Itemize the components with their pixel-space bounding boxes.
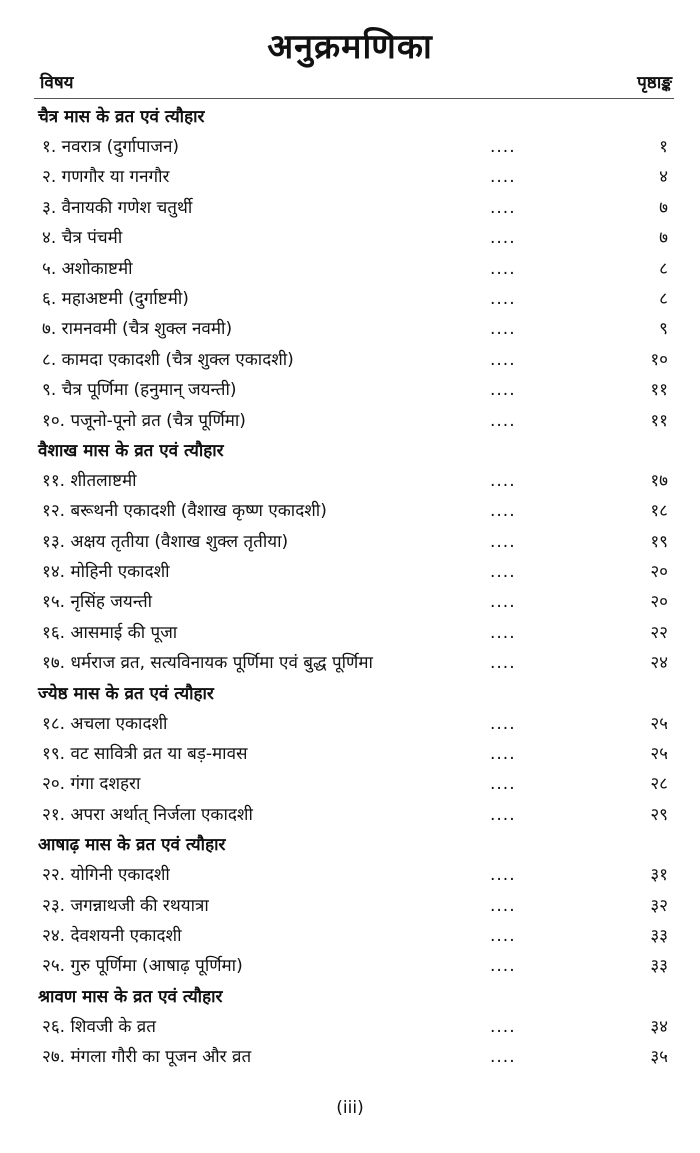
- entry-page-number: ३४: [650, 1016, 668, 1037]
- entry-leader-dots: ....: [490, 531, 516, 552]
- entry-title: २१. अपरा अर्थात् निर्जला एकादशी: [42, 804, 253, 825]
- entry-leader-dots: ....: [490, 622, 516, 643]
- toc-entry: [0, 557, 700, 587]
- entry-page-number: २८: [650, 774, 668, 795]
- entry-leader-dots: ....: [490, 319, 516, 340]
- toc-entry: [0, 132, 700, 162]
- entry-leader-dots: ....: [490, 258, 516, 279]
- entry-leader-dots: ....: [490, 956, 516, 977]
- entry-page-number: ३५: [650, 1047, 668, 1068]
- entry-title: ११. शीतलाष्टमी: [42, 470, 137, 491]
- entry-page-number: २४: [650, 653, 668, 674]
- entry-title: १२. बरूथनी एकादशी (वैशाख कृष्ण एकादशी): [42, 501, 327, 522]
- entry-page-number: ९: [659, 319, 668, 340]
- entry-page-number: २०: [650, 562, 668, 583]
- section-heading: श्रावण मास के व्रत एवं त्यौहार: [38, 986, 223, 1007]
- entry-page-number: ३३: [650, 956, 668, 977]
- section-heading: चैत्र मास के व्रत एवं त्यौहार: [38, 107, 205, 127]
- entry-leader-dots: ....: [490, 1016, 516, 1037]
- toc-entry: [0, 891, 700, 921]
- entry-title: ७. रामनवमी (चैत्र शुक्ल नवमी): [42, 319, 233, 340]
- entry-leader-dots: ....: [490, 410, 516, 431]
- toc-entry: [0, 314, 700, 344]
- toc-entry: [0, 375, 700, 405]
- entry-page-number: ४: [659, 167, 668, 188]
- toc-entry: [0, 345, 700, 375]
- section-heading: वैशाख मास के व्रत एवं त्यौहार: [38, 440, 224, 461]
- entry-title: १५. नृसिंह जयन्ती: [42, 592, 153, 613]
- entry-page-number: १: [659, 137, 668, 157]
- entry-leader-dots: ....: [490, 774, 516, 795]
- entry-page-number: १९: [650, 531, 668, 552]
- toc-entry: [0, 739, 700, 769]
- header-divider: [34, 98, 674, 99]
- entry-leader-dots: ....: [490, 592, 516, 613]
- entry-title: २६. शिवजी के व्रत: [42, 1016, 156, 1037]
- entry-leader-dots: ....: [490, 1047, 516, 1068]
- entry-leader-dots: ....: [490, 925, 516, 946]
- toc-entry: [0, 800, 700, 830]
- toc-entry: [0, 1042, 700, 1072]
- entry-page-number: २२: [650, 622, 668, 643]
- entry-page-number: ३२: [650, 895, 668, 916]
- entry-title: २४. देवशयनी एकादशी: [42, 925, 182, 946]
- subject-column-header: विषय: [40, 73, 74, 93]
- entry-title: २७. मंगला गौरी का पूजन और व्रत: [42, 1047, 252, 1068]
- table-of-contents: [0, 102, 700, 1073]
- entry-leader-dots: ....: [490, 470, 516, 491]
- toc-entry: [0, 466, 700, 496]
- section-heading: ज्येष्ठ मास के व्रत एवं त्यौहार: [38, 683, 214, 704]
- entry-title: १४. मोहिनी एकादशी: [42, 562, 170, 583]
- entry-title: १६. आसमाई की पूजा: [42, 622, 178, 643]
- toc-entry: [0, 284, 700, 314]
- toc-entry: [0, 496, 700, 526]
- toc-entry: [0, 193, 700, 223]
- entry-leader-dots: ....: [490, 197, 516, 218]
- toc-entry: [0, 223, 700, 253]
- entry-title: २०. गंगा दशहरा: [42, 774, 141, 795]
- entry-page-number: ११: [650, 380, 668, 401]
- entry-title: ६. महाअष्टमी (दुर्गाष्टमी): [42, 288, 189, 309]
- toc-entry: [0, 1012, 700, 1042]
- entry-leader-dots: ....: [490, 804, 516, 825]
- page-title: अनुक्रमणिका: [267, 27, 433, 67]
- entry-leader-dots: ....: [490, 895, 516, 916]
- entry-page-number: ७: [659, 197, 668, 218]
- entry-leader-dots: ....: [490, 744, 516, 765]
- entry-page-number: ७: [659, 228, 668, 249]
- toc-entry: [0, 921, 700, 951]
- entry-leader-dots: ....: [490, 713, 516, 734]
- entry-title: ५. अशोकाष्टमी: [42, 258, 133, 279]
- entry-title: २३. जगन्नाथजी की रथयात्रा: [42, 895, 209, 916]
- entry-title: २२. योगिनी एकादशी: [42, 865, 170, 886]
- entry-title: १. नवरात्र (दुर्गापाजन): [42, 137, 180, 157]
- toc-entry: [0, 860, 700, 890]
- entry-title: २. गणगौर या गनगौर: [42, 167, 170, 188]
- toc-entry: [0, 769, 700, 799]
- toc-entry: [0, 527, 700, 557]
- entry-page-number: २५: [650, 713, 668, 734]
- toc-entry: [0, 618, 700, 648]
- toc-entry: [0, 709, 700, 739]
- entry-leader-dots: ....: [490, 137, 516, 157]
- toc-entry: [0, 254, 700, 284]
- entry-page-number: १८: [650, 501, 668, 522]
- section-heading: आषाढ़ मास के व्रत एवं त्यौहार: [38, 835, 226, 856]
- entry-page-number: १७: [650, 470, 668, 491]
- entry-page-number: ८: [659, 288, 668, 309]
- entry-title: १८. अचला एकादशी: [42, 713, 168, 734]
- entry-title: १३. अक्षय तृतीया (वैशाख शुक्ल तृतीया): [42, 531, 289, 552]
- entry-page-number: ३३: [650, 925, 668, 946]
- entry-page-number: ११: [650, 410, 668, 431]
- entry-page-number: ३१: [650, 865, 668, 886]
- entry-leader-dots: ....: [490, 865, 516, 886]
- entry-leader-dots: ....: [490, 288, 516, 309]
- page-column-header: पृष्ठाङ्क: [637, 73, 672, 93]
- entry-page-number: २०: [650, 592, 668, 613]
- entry-leader-dots: ....: [490, 653, 516, 674]
- entry-leader-dots: ....: [490, 501, 516, 522]
- entry-leader-dots: ....: [490, 562, 516, 583]
- entry-title: १०. पजूनो-पूनो व्रत (चैत्र पूर्णिमा): [42, 410, 246, 431]
- entry-title: १७. धर्मराज व्रत, सत्यविनायक पूर्णिमा एवं बुद्ध पूर्णिमा: [42, 653, 373, 674]
- toc-entry: [0, 951, 700, 981]
- toc-entry: [0, 587, 700, 617]
- entry-title: १९. वट सावित्री व्रत या बड़-मावस: [42, 744, 248, 765]
- entry-page-number: २९: [650, 804, 668, 825]
- entry-page-number: २५: [650, 744, 668, 765]
- entry-leader-dots: ....: [490, 228, 516, 249]
- entry-page-number: १०: [650, 349, 668, 370]
- toc-entry: [0, 648, 700, 678]
- entry-title: २५. गुरु पूर्णिमा (आषाढ़ पूर्णिमा): [42, 956, 243, 977]
- entry-leader-dots: ....: [490, 380, 516, 401]
- toc-entry: [0, 162, 700, 192]
- entry-title: ९. चैत्र पूर्णिमा (हनुमान् जयन्ती): [42, 380, 237, 401]
- page-number-footer: (iii): [336, 1098, 364, 1118]
- entry-page-number: ८: [659, 258, 668, 279]
- entry-title: ३. वैनायकी गणेश चतुर्थी: [42, 197, 193, 218]
- entry-title: ४. चैत्र पंचमी: [42, 228, 123, 249]
- entry-leader-dots: ....: [490, 349, 516, 370]
- entry-leader-dots: ....: [490, 167, 516, 188]
- entry-title: ८. कामदा एकादशी (चैत्र शुक्ल एकादशी): [42, 349, 294, 370]
- toc-entry: [0, 406, 700, 436]
